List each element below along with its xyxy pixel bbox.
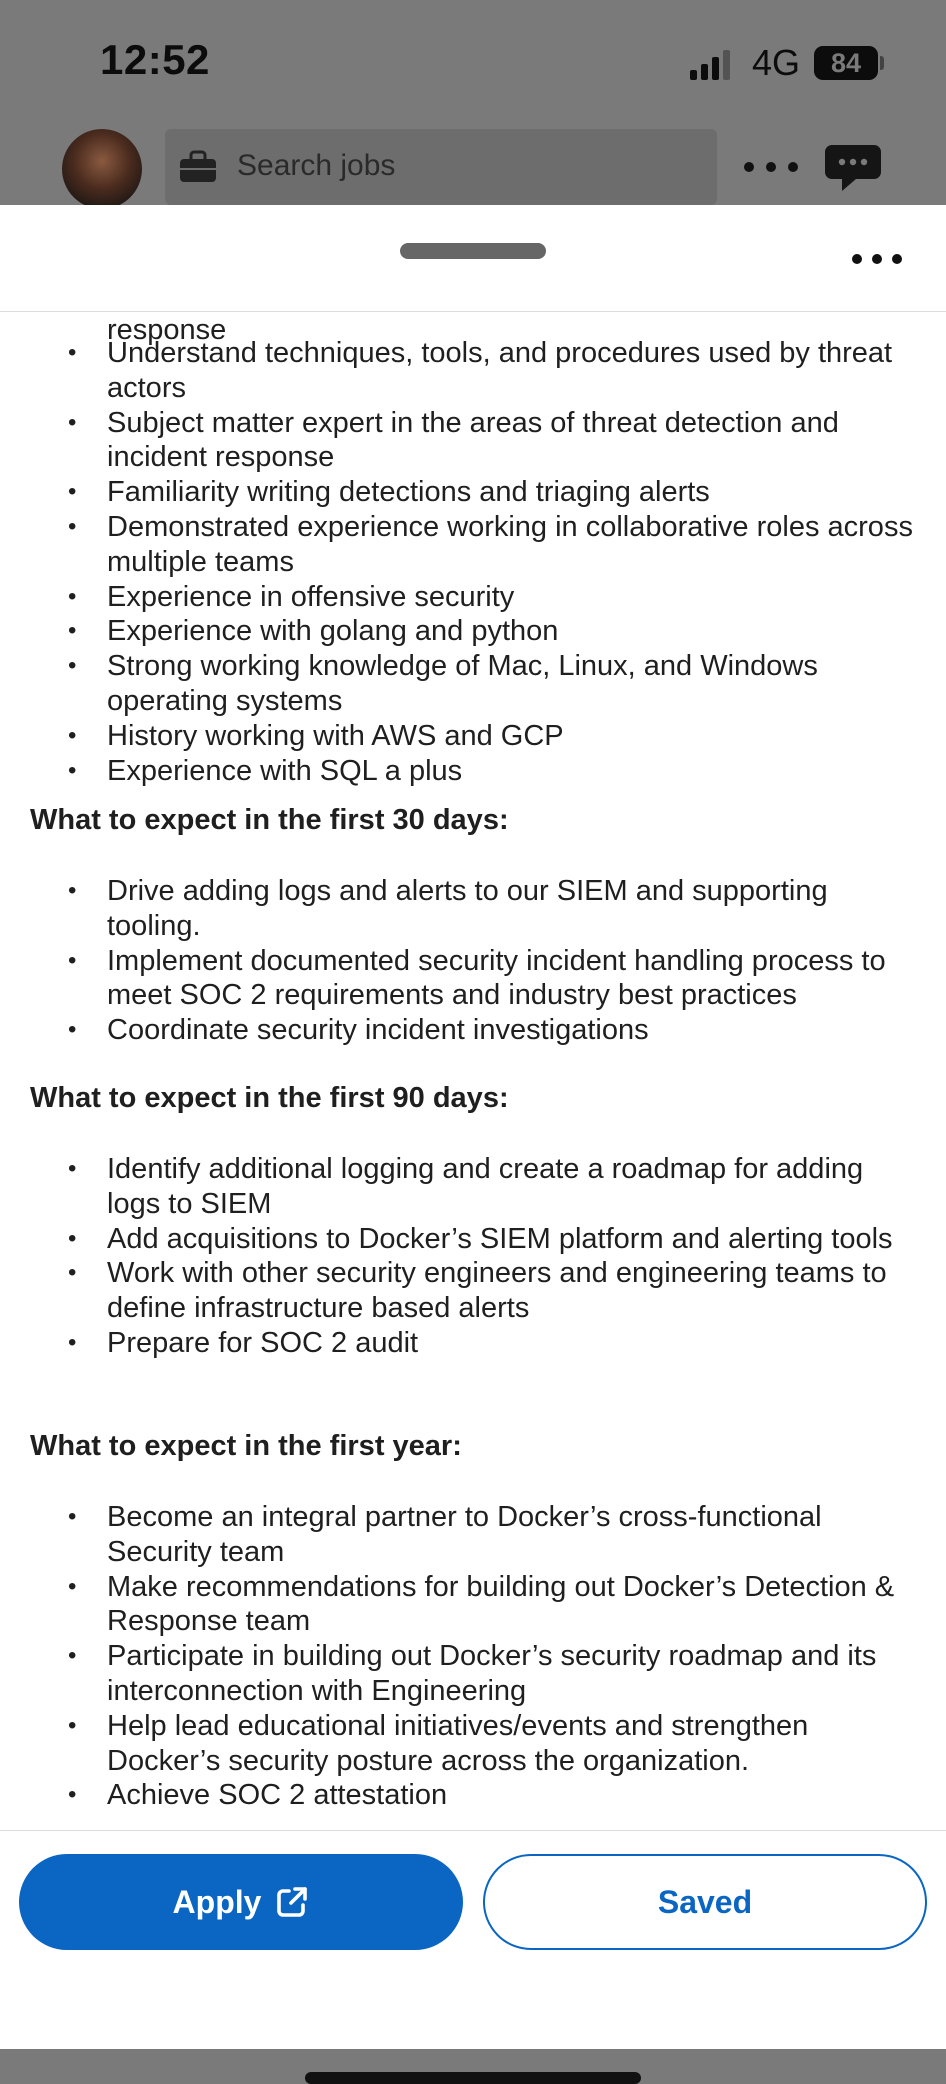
list-item: • Experience with golang and python xyxy=(0,614,946,649)
search-input[interactable] xyxy=(165,129,717,205)
section-heading: What to expect in the first year: xyxy=(30,1430,462,1462)
battery-level: 84 xyxy=(830,47,862,78)
list-item: • Participate in building out Docker’s security roadmap and its interconnection with Engineering xyxy=(0,1639,946,1709)
signal-icon xyxy=(690,48,736,80)
list-item: • Coordinate security incident investigations xyxy=(0,1013,946,1048)
list-item: • Help lead educational initiatives/events and strengthen Docker’s security posture across the organization. xyxy=(0,1709,946,1779)
list-item: • Strong working knowledge of Mac, Linux, and Windows operating systems xyxy=(0,649,946,719)
job-details-sheet xyxy=(0,205,946,2048)
more-icon[interactable] xyxy=(744,147,798,187)
saved-button[interactable] xyxy=(483,1854,927,1950)
list-item: • Add acquisitions to Docker’s SIEM platform and alerting tools xyxy=(0,1222,946,1257)
drag-handle[interactable] xyxy=(400,243,546,259)
list-item: • Subject matter expert in the areas of threat detection and incident response xyxy=(0,406,946,476)
section-heading: What to expect in the first 90 days: xyxy=(30,1082,509,1114)
list-item: • Identify additional logging and create a roadmap for adding logs to SIEM xyxy=(0,1152,946,1222)
status-time: 12:52 xyxy=(100,36,210,83)
network-label: 4G xyxy=(752,42,801,83)
list-item: • Make recommendations for building out Docker’s Detection & Response team xyxy=(0,1570,946,1640)
list-item: • Demonstrated experience working in collaborative roles across multiple teams xyxy=(0,510,946,580)
section-heading: What to expect in the first 30 days: xyxy=(30,804,509,836)
partial-text-line: response xyxy=(107,314,227,346)
first-year-list xyxy=(0,1500,946,1813)
briefcase-icon xyxy=(179,151,217,183)
job-description[interactable] xyxy=(0,312,946,2032)
avatar[interactable] xyxy=(62,129,142,209)
saved-label: Saved xyxy=(657,1883,753,1920)
external-link-icon xyxy=(275,1885,309,1919)
list-item: • History working with AWS and GCP xyxy=(0,719,946,754)
list-item: • Achieve SOC 2 attestation xyxy=(0,1778,946,1813)
first-30-days-list xyxy=(0,874,946,1048)
list-item: • Work with other security engineers and engineering teams to define infrastructure based alerts xyxy=(0,1256,946,1326)
battery-icon xyxy=(814,46,878,80)
search-placeholder: Search jobs xyxy=(237,149,396,182)
list-item: • Understand techniques, tools, and procedures used by threat actors xyxy=(0,336,946,406)
apply-button[interactable] xyxy=(19,1854,463,1950)
list-item: • Implement documented security incident handling process to meet SOC 2 requirements and industry best practices xyxy=(0,944,946,1014)
status-bar xyxy=(0,0,946,120)
list-item: • Experience with SQL a plus xyxy=(0,754,946,789)
list-item: • Become an integral partner to Docker’s cross-functional Security team xyxy=(0,1500,946,1570)
app-header xyxy=(0,125,946,210)
battery-tip xyxy=(880,56,884,70)
more-icon[interactable] xyxy=(852,249,902,269)
requirements-list xyxy=(0,336,946,788)
first-90-days-list xyxy=(0,1152,946,1361)
home-indicator xyxy=(305,2072,641,2084)
action-bar xyxy=(0,1830,946,2049)
apply-label: Apply xyxy=(172,1883,262,1920)
messaging-icon[interactable] xyxy=(824,143,882,193)
list-item: • Drive adding logs and alerts to our SIEM and supporting tooling. xyxy=(0,874,946,944)
list-item: • Familiarity writing detections and triaging alerts xyxy=(0,475,946,510)
list-item: • Prepare for SOC 2 audit xyxy=(0,1326,946,1361)
list-item: • Experience in offensive security xyxy=(0,580,946,615)
